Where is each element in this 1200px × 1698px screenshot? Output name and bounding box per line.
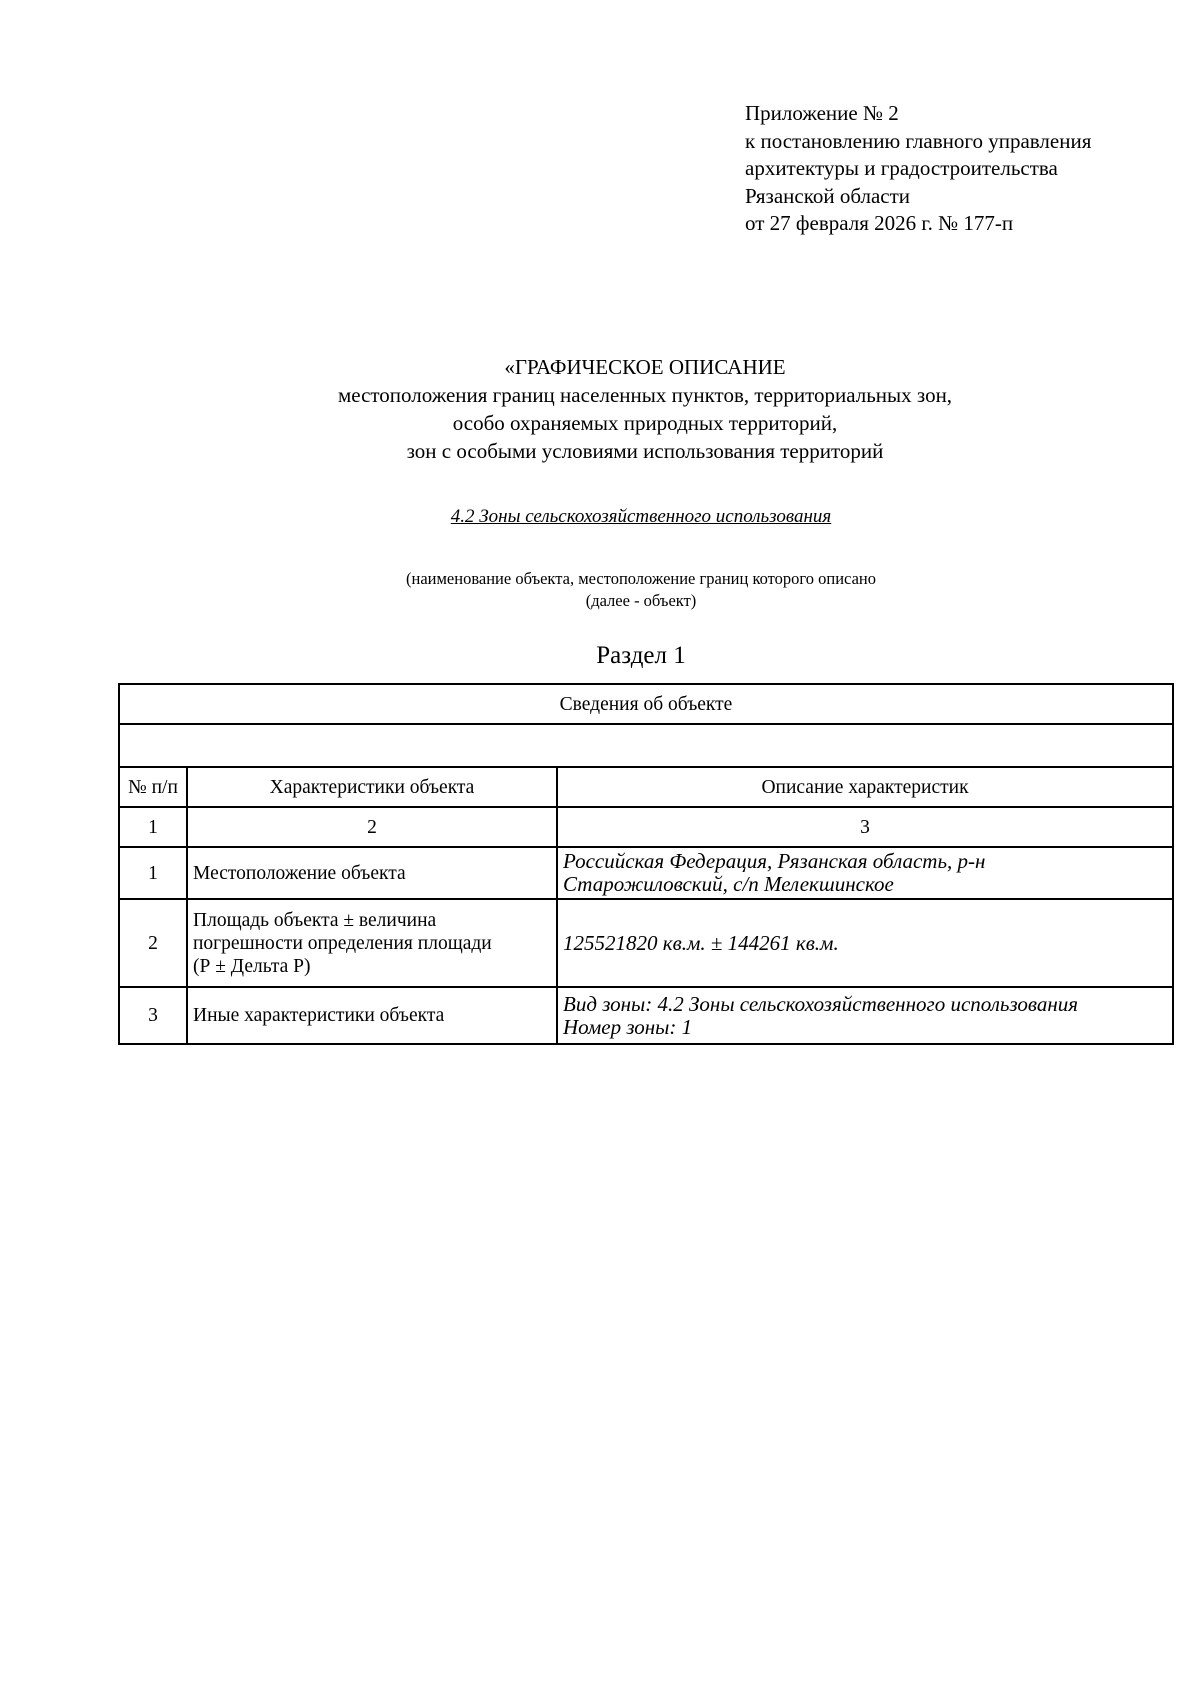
row-value: [557, 987, 1173, 1044]
title-line: «ГРАФИЧЕСКОЕ ОПИСАНИЕ: [504, 355, 786, 379]
column-header-description: Описание характеристик: [557, 767, 1173, 807]
object-info-table: [118, 683, 1174, 1045]
title-line: особо охраняемых природных территорий,: [452, 411, 838, 435]
table-column-numbers: [119, 807, 1173, 847]
column-number: 1: [119, 807, 187, 847]
table-empty-cell: [119, 724, 1173, 767]
appendix-line: архитектуры и градостроительства: [745, 156, 1058, 180]
row-label-line: Иные характеристики объекта: [193, 1005, 445, 1026]
row-label: [187, 847, 557, 899]
document-title: [0, 353, 1200, 465]
table-header-row: [119, 684, 1173, 724]
appendix-line: от 27 февраля 2026 г. № 177-п: [745, 211, 1014, 235]
table-header: Сведения об объекте: [119, 684, 1173, 724]
row-label-line: погрешности определения площади: [193, 932, 492, 954]
row-value-line: Российская Федерация, Рязанская область, р-н: [563, 849, 986, 873]
column-header-characteristic: Характеристики объекта: [187, 767, 557, 807]
table-row: [119, 899, 1173, 987]
row-number: 1: [119, 847, 187, 899]
appendix-line: Рязанской области: [745, 183, 911, 208]
appendix-line: к постановлению главного управления: [745, 128, 1092, 153]
row-label: [187, 987, 557, 1044]
row-number: 3: [119, 987, 187, 1044]
appendix-line: Приложение № 2: [745, 101, 899, 125]
title-line: зон с особыми условиями использования территорий: [406, 439, 884, 463]
row-value-line: 125521820 кв.м. ± 144261 кв.м.: [563, 930, 839, 955]
caption-line: (наименование объекта, местоположение границ которого описано: [406, 569, 876, 588]
row-label-line: Площадь объекта ± величина: [193, 909, 437, 931]
row-label: [187, 899, 557, 987]
title-line: местоположения границ населенных пунктов, территориальных зон,: [337, 383, 953, 407]
column-number: 3: [557, 807, 1173, 847]
row-value-line: Старожиловский, с/п Мелекшинское: [563, 872, 894, 896]
column-number: 2: [187, 807, 557, 847]
table-row: [119, 987, 1173, 1044]
table-empty-row: [119, 724, 1173, 767]
object-caption: [0, 568, 1200, 612]
row-number: 2: [119, 899, 187, 987]
row-value: [557, 899, 1173, 987]
caption-line: (далее - объект): [585, 591, 697, 610]
row-label-line: Местоположение объекта: [193, 862, 406, 884]
column-header-number: № п/п: [119, 767, 187, 807]
appendix-reference: [745, 100, 1091, 238]
table-column-headers: [119, 767, 1173, 807]
row-value-line: Вид зоны: 4.2 Зоны сельскохозяйственного использования: [563, 991, 1079, 1016]
table-row: [119, 847, 1173, 899]
object-name: 4.2 Зоны сельскохозяйственного использования: [450, 506, 832, 527]
row-value-line: Номер зоны: 1: [563, 1014, 693, 1039]
section-title: Раздел 1: [596, 642, 686, 669]
row-label-line: (Р ± Дельта Р): [193, 955, 311, 977]
row-value: [557, 847, 1173, 899]
